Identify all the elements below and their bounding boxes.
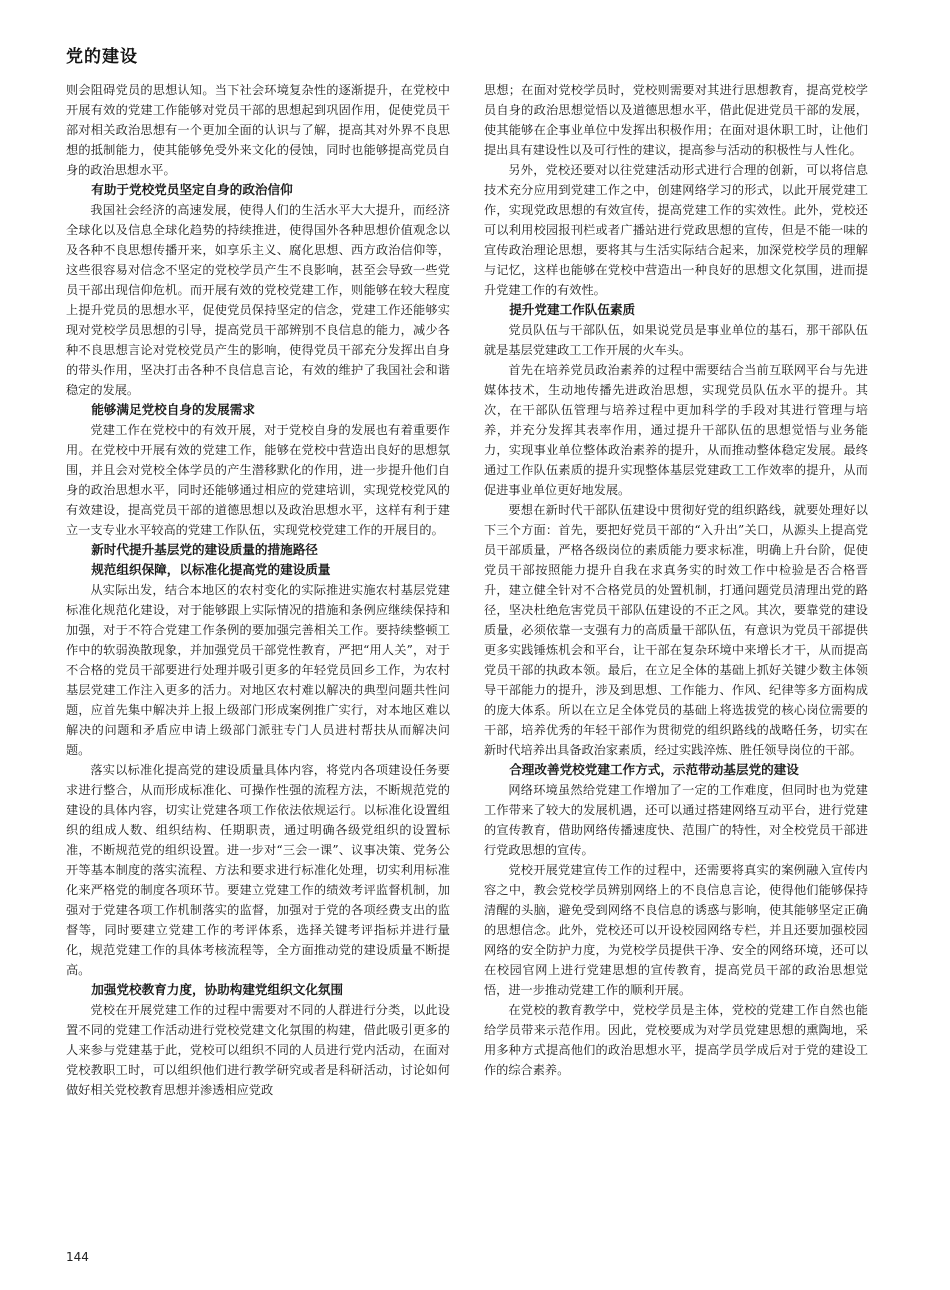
section-heading: 新时代提升基层党的建设质量的措施路径 (91, 542, 318, 557)
left-column (66, 80, 450, 1100)
page-number: 144 (66, 1250, 89, 1264)
subsection-heading: 合理改善党校党建工作方式，示范带动基层党的建设 (509, 762, 799, 777)
subsection-heading: 加强党校教育力度，协助构建党组织文化氛围 (91, 982, 344, 997)
paragraph: 党建工作在党校中的有效开展，对于党校自身的发展也有着重要作用。在党校中开展有效的党建工作，能够在党校中营造出良好的思想氛围，并且会对党校全体学员的产生潜移默化的作用，进一步提升他们自身的政治思想水平，同时还能够通过相应的党建培训，实现党校党风的有效建设，提高党员干部的道德思想以及政治思想水平，这样有利于建立一支专业水平较高的党建工作队伍，实现党校党建工作的开展目的。 (66, 423, 450, 537)
paragraph: 党员队伍与干部队伍，如果说党员是事业单位的基石，那干部队伍就是基层党建政工工作开展的火车头。 (484, 323, 868, 357)
paragraph: 另外，党校还要对以往党建活动形式进行合理的创新，可以将信息技术充分应用到党建工作之中，创建网络学习的形式，以此开展党建工作，实现党政思想的有效宣传，提高党建工作的实效性。此外，党校还可以利用校园报刊栏或者广播站进行党政思想的宣传，但是不能一味的宣传政治理论思想，要将其与生活实际结合起来，加深党校学员的理解与记忆，这样也能够在党校中营造出一种良好的思想文化氛围，进而提升党建工作的有效性。 (484, 163, 868, 297)
paragraph: 我国社会经济的高速发展，使得人们的生活水平大大提升，而经济全球化以及信息全球化趋势的持续推进，使得国外各种思想价值观念以及各种不良思想传播开来，如享乐主义、腐化思想、西方政治信仰等，这些很容易对信念不坚定的党校学员产生不良影响，甚至会导致一些党员干部出现信仰危机。而开展有效的党校党建工作，则能够在较大程度上提升党员的思想水平，促使党员保持坚定的信念，党建工作还能够实现对党校学员思想的引导，提高党员干部辨别不良信息的能力，减少各种不良思想言论对党校党员产生的影响，使得党员干部充分发挥出自身的带头作用，坚决打击各种不良信息言论，有效的维护了我国社会和谐稳定的发展。 (66, 203, 450, 397)
section-header: 党的建设 (66, 47, 138, 67)
paragraph: 党校在开展党建工作的过程中需要对不同的人群进行分类，以此设置不同的党建工作活动进行党校党建文化氛围的构建，借此吸引更多的人来参与党建基于此，党校可以组织不同的人员进行党内活动，在面对党校教职工时，可以组织他们进行教学研究或者是科研活动，讨论如何做好相关党校教育思想并渗透相应党政 (66, 1003, 450, 1097)
paragraph: 网络环境虽然给党建工作增加了一定的工作难度，但同时也为党建工作带来了较大的发展机遇，还可以通过搭建网络互动平台，进行党建的宣传教育，借助网络传播速度快、范围广的特性，对全校党员干部进行党政思想的宣传。 (484, 783, 868, 857)
subsection-heading: 能够满足党校自身的发展需求 (91, 402, 255, 417)
subsection-heading: 提升党建工作队伍素质 (509, 302, 636, 317)
paragraph: 要想在新时代干部队伍建设中贯彻好党的组织路线，就要处理好以下三个方面：首先，要把好党员干部的“入升出”关口，从源头上提高党员干部质量，严格各级岗位的素质能力要求标准，明确上升台阶，促使党员干部按照能力提升自我在求真务实的时效工作中检验是否合格晋升，建立健全针对不合格党员的处置机制，打通问题党员清理出党的路径，坚决杜绝危害党员干部队伍建设的不正之风。其次，要靠党的建设质量，必须依靠一支强有力的高质量干部队伍，有意识为党员干部提供更多实践锤炼机会和平台，让干部在复杂环境中来增长才干，从而提高党员干部的执政本领。最后，在立足全体的基础上抓好关键少数主体领导干部能力的提升，涉及到思想、工作能力、作风、纪律等多方面构成的庞大体系。所以在立足全体党员的基础上将选拔党的核心岗位需要的干部，培养优秀的年轻干部作为贯彻党的组织路线的战略任务，切实在新时代培养出具备政治家素质，经过实践淬炼、胜任领导岗位的干部。 (484, 503, 868, 757)
paragraph: 思想；在面对党校学员时，党校则需要对其进行思想教育，提高党校学员自身的政治思想觉悟以及道德思想水平，借此促进党员干部的发展，使其能够在企事业单位中发挥出积极作用；在面对退休职工时，让他们提出具有建设性以及可行性的建议，提高参与活动的积极性与人性化。 (484, 83, 868, 157)
subsection-heading: 有助于党校党员坚定自身的政治信仰 (91, 182, 293, 197)
paragraph: 首先在培养党员政治素养的过程中需要结合当前互联网平台与先进媒体技术，生动地传播先进政治思想，实现党员队伍水平的提升。其次，在干部队伍管理与培养过程中更加科学的手段对其进行管理与培养，并充分发挥其表率作用，通过提升干部队伍的思想觉悟与业务能力，实现事业单位整体政治素养的提升，从而推动整体稳定发展。最终通过工作队伍素质的提升实现整体基层党建政工工作效率的提升，从而促进事业单位更好地发展。 (484, 363, 868, 497)
subsection-heading: 规范组织保障，以标准化提高党的建设质量 (91, 562, 331, 577)
paragraph: 在党校的教育教学中，党校学员是主体，党校的党建工作自然也能给学员带来示范作用。因此，党校要成为对学员党建思想的熏陶地，采用多种方式提高他们的政治思想水平，提高学员学成后对于党的建设工作的综合素养。 (484, 1003, 868, 1077)
paragraph: 落实以标准化提高党的建设质量具体内容，将党内各项建设任务要求进行整合，从而形成标准化、可操作性强的流程方法，不断规范党的建设的具体内容，切实让党建各项工作依法依规运行。以标准化设置组织的组成人数、组织结构、任期职责，通过明确各级党组织的设置标准，不断规范党的组织设置。进一步对“三会一课”、议事决策、党务公开等基本制度的落实流程、方法和要求进行标准化处理，切实利用标准化来严格党的制度各项环节。要建立党建工作的绩效考评监督机制，加强对于党建各项工作机制落实的监督，加强对于党的各项经费支出的监督等，同时要建立党建工作的考评体系，选择关键考评指标并进行量化，规范党建工作的具体考核流程等，全方面推动党的建设质量不断提高。 (66, 763, 450, 977)
paragraph: 则会阻碍党员的思想认知。当下社会环境复杂性的逐渐提升，在党校中开展有效的党建工作能够对党员干部的思想起到巩固作用，促使党员干部对相关政治思想有一个更加全面的认识与了解，提高其对外界不良思想的抵制能力，使其能够免受外来文化的侵蚀，同时也能够提高党员自身的政治思想水平。 (66, 83, 450, 177)
paragraph: 党校开展党建宣传工作的过程中，还需要将真实的案例融入宣传内容之中，教会党校学员辨别网络上的不良信息言论，使得他们能够保持清醒的头脑，避免受到网络不良信息的诱惑与影响，使其能够坚定正确的思想信念。此外，党校还可以开设校园网络专栏，并且还要加强校园网络的安全防护力度，为党校学员提供干净、安全的网络环境，还可以在校园官网上进行党建思想的宣传教育，提高党员干部的政治思想觉悟，进一步推动党建工作的顺利开展。 (484, 863, 868, 997)
right-column (484, 80, 868, 1080)
paragraph: 从实际出发，结合本地区的农村变化的实际推进实施农村基层党建标准化规范化建设，对于能够跟上实际情况的措施和条例应继续保持和加强，对于不符合党建工作条例的要加强完善相关工作。要持续整顿工作中的软弱涣散现象，并加强党员干部党性教育，严把“用人关”，对于不合格的党员干部要进行处理并吸引更多的年轻党员回乡工作，为农村基层党建工作注入更多的活力。对地区农村难以解决的典型问题共性问题，应首先集中解决并上报上级部门形成案例推广实行，对本地区难以解决的问题和矛盾应申请上级部门派驻专门人员进村帮扶从而解决问题。 (66, 583, 450, 757)
